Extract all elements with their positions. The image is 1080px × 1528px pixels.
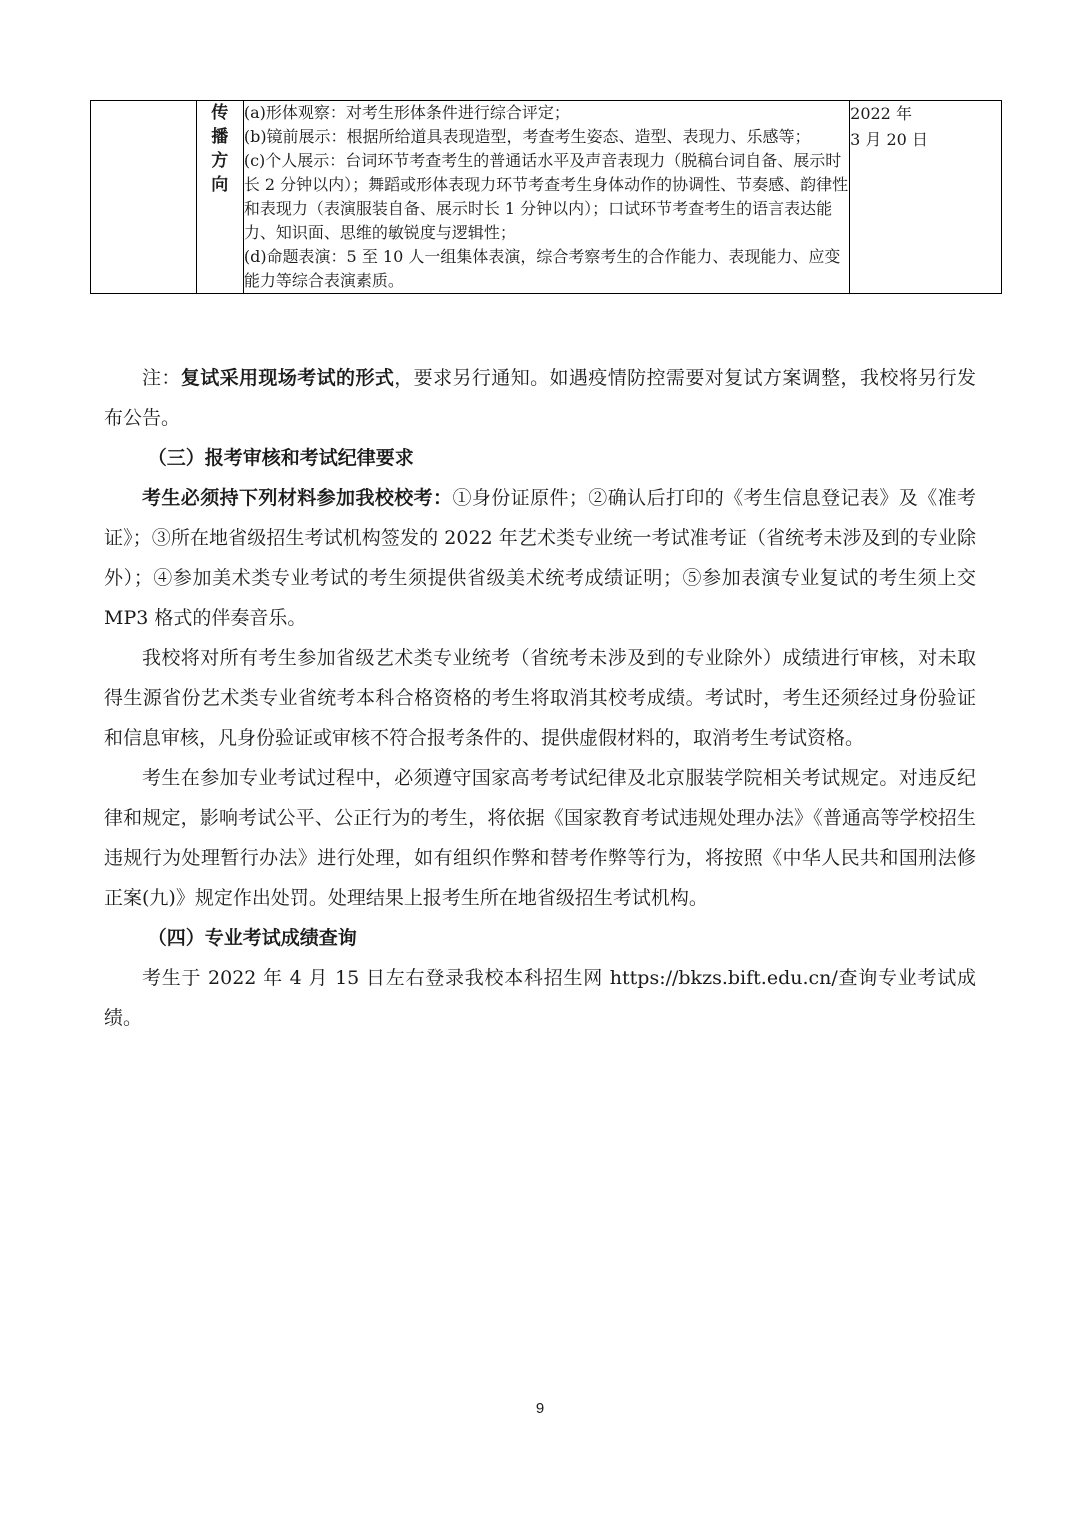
note-paragraph: 注：复试采用现场考试的形式，要求另行通知。如遇疫情防控需要对复试方案调整，我校将另行发布公告。 (104, 367, 976, 429)
section-3-paragraph-1: 考生必须持下列材料参加我校校考：①身份证原件；②确认后打印的《考生信息登记表》及《准考证》；③所在地省级招生考试机构签发的 2022 年艺术类专业统一考试准考证（省统考未涉及到的专业除外）；④参加美术类专业考试的考生须提供省级美术统考成绩证明；⑤参加表演专业复试的考生须上交 MP3 格式的伴奏音乐。 (104, 487, 976, 629)
category-char: 传 (211, 103, 229, 123)
content-cell (243, 101, 849, 294)
section-3-paragraph-2: 我校将对所有考生参加省级艺术类专业统考（省统考未涉及到的专业除外）成绩进行审核，对未取得生源省份艺术类专业省统考本科合格资格的考生将取消其校考成绩。考试时，考生还须经过身份验证和信息审核，凡身份验证或审核不符合报考条件的、提供虚假材料的，取消考生考试资格。 (104, 647, 976, 749)
exam-item-c: (c)个人展示：台词环节考查考生的普通话水平及声音表现力（脱稿台词自备、展示时长 2 分钟以内）；舞蹈或形体表现力环节考查考生身体动作的协调性、节奏感、韵律性和表现力（表演服装自备、展示时长 1 分钟以内）；口试环节考查考生的语言表达能力、知识面、思维的敏锐度与逻辑性； (243, 151, 849, 242)
date-year: 2022 年 (850, 104, 912, 123)
exam-item-d: (d)命题表演：5 至 10 人一组集体表演，综合考察考生的合作能力、表现能力、应变能力等综合表演素质。 (243, 247, 841, 290)
section-3-heading: （三）报考审核和考试纪律要求 (147, 447, 414, 469)
date-day: 3 月 20 日 (850, 130, 928, 149)
section-3-paragraph-3: 考生在参加专业考试过程中，必须遵守国家高考考试纪律及北京服装学院相关考试规定。对违反纪律和规定，影响考试公平、公正行为的考生，将依据《国家教育考试违规处理办法》《普通高等学校招生违规行为处理暂行办法》进行处理，如有组织作弊和替考作弊等行为，将按照《中华人民共和国刑法修正案(九)》规定作出处罚。处理结果上报考生所在地省级招生考试机构。 (104, 767, 976, 909)
exam-content-table (90, 100, 1002, 294)
empty-cell (91, 101, 197, 294)
category-char: 方 (211, 151, 229, 171)
category-cell (196, 101, 243, 294)
category-char: 播 (211, 127, 229, 147)
category-char: 向 (211, 175, 229, 195)
section-4-paragraph-1: 考生于 2022 年 4 月 15 日左右登录我校本科招生网 https://bkzs.bift.edu.cn/查询专业考试成绩。 (104, 967, 976, 1029)
exam-item-a: (a)形体观察：对考生形体条件进行综合评定； (243, 103, 570, 122)
table-row (91, 101, 1002, 294)
note-bold: 复试采用现场考试的形式 (180, 367, 395, 389)
document-body (104, 358, 976, 1038)
date-cell (850, 101, 1002, 294)
section-4-heading: （四）专业考试成绩查询 (147, 927, 357, 949)
page-number: 9 (535, 1400, 545, 1417)
exam-item-b: (b)镜前展示：根据所给道具表现造型，考查考生姿态、造型、表现力、乐感等； (243, 127, 811, 146)
